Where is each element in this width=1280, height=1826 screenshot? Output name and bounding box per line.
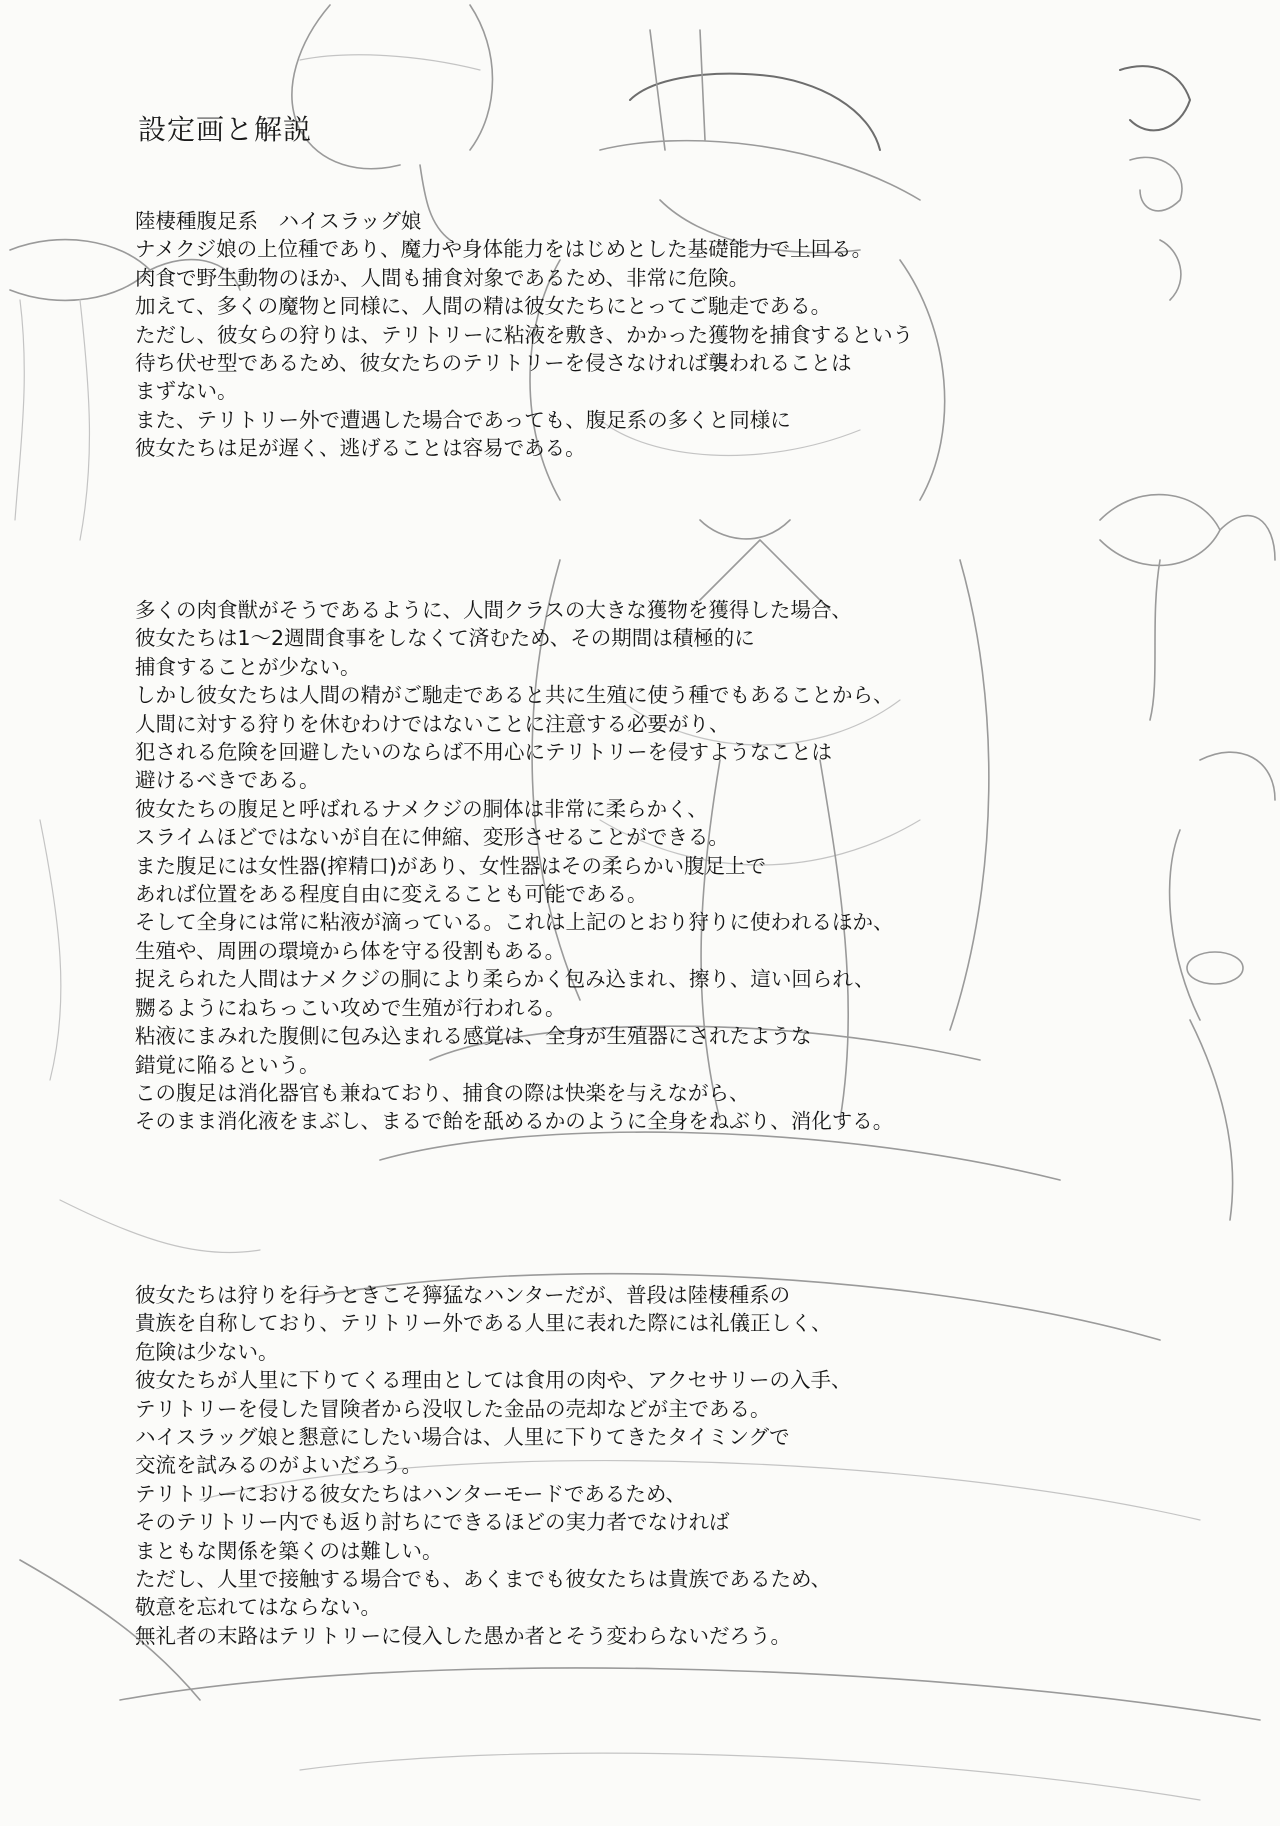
sketch-stroke [470,5,493,150]
text-line: まずない。 [135,379,238,404]
sketch-stroke [1160,240,1181,300]
sketch-stroke [1100,495,1220,566]
sketch-stroke [1150,560,1160,720]
sketch-stroke [1130,157,1182,211]
sketch-stroke [40,820,61,1080]
sketch-stroke [80,300,89,540]
text-line: 彼女たちは1～2週間食事をしなくて済むため、その期間は積極的に [135,626,755,651]
text-line: 肉食で野生動物のほか、人間も捕食対象であるため、非常に危険。 [135,265,750,290]
sketch-stroke [700,30,705,140]
sketch-stroke [15,300,24,520]
text-block-noble [135,1281,1135,1650]
text-line: 陸棲種腹足系 ハイスラッグ娘 [135,209,422,233]
page-title: 設定画と解説 [138,113,313,146]
text-line: ハイスラッグ娘と懇意にしたい場合は、人里に下りてきたタイミングで [135,1425,790,1450]
text-block-ecology [135,596,1135,1136]
sketch-stroke [120,1668,1260,1720]
text-line: 彼女たちは足が遅く、逃げることは容易である。 [135,436,586,461]
text-line: 生殖や、周囲の環境から体を守る役割もある。 [135,938,566,963]
sketch-stroke [1220,516,1275,560]
sketch-stroke [630,74,880,150]
sketch-stroke [1190,1020,1233,1220]
text-line: 粘液にまみれた腹側に包み込まれる感覚は、全身が生殖器にされたような [135,1024,812,1049]
text-line: 嬲るようにねちっこい攻めで生殖が行われる。 [135,995,566,1020]
text-line: 捕食することが少ない。 [135,654,361,679]
text-line: 危険は少ない。 [135,1339,279,1364]
text-line: スライムほどではないが自在に伸縮、変形させることができる。 [135,825,729,850]
sketch-stroke [300,55,480,70]
text-line: 加えて、多くの魔物と同様に、人間の精は彼女たちにとってご馳走である。 [135,294,832,319]
text-line: あれば位置をある程度自由に変えることも可能である。 [135,882,648,907]
text-line: 待ち伏せ型であるため、彼女たちのテリトリーを侵さなければ襲われることは [135,351,852,376]
text-line: まともな関係を築くのは難しい。 [135,1538,443,1563]
text-line: ただし、彼女らの狩りは、テリトリーに粘液を敷き、かかった獲物を捕食するという [135,322,914,347]
text-line: しかし彼女たちは人間の精がご馳走であると共に生殖に使う種でもあることから、 [135,683,894,708]
sketch-stroke [1170,830,1200,1020]
text-line: 人間に対する狩りを休むわけではないことに注意する必要がり、 [135,711,730,736]
text-line: ナメクジ娘の上位種であり、魔力や身体能力をはじめとした基礎能力で上回る。 [135,237,873,262]
text-line: 無礼者の末路はテリトリーに侵入した愚か者とそう変わらないだろう。 [135,1623,791,1648]
text-line: テリトリーにおける彼女たちはハンターモードであるため、 [135,1481,687,1506]
sketch-stroke [1200,752,1275,800]
sketch-stroke [10,240,150,301]
text-line: 彼女たちの腹足と呼ばれるナメクジの胴体は非常に柔らかく、 [135,796,708,821]
text-line: 彼女たちが人里に下りてくる理由としては食用の肉や、アクセサリーの入手、 [135,1368,852,1393]
text-line: 避けるべきである。 [135,768,320,793]
sketch-stroke [60,1200,260,1253]
sketch-stroke [650,30,665,150]
sketch-stroke [600,141,920,200]
sketch-ellipse [1187,952,1243,984]
text-line: また腹足には女性器(搾精口)があり、女性器はその柔らかい腹足上で [135,853,766,878]
text-line: ただし、人里で接触する場合でも、あくまでも彼女たちは貴族であるため、 [135,1567,832,1592]
text-line: また、テリトリー外で遭遇した場合であっても、腹足系の多くと同様に [135,407,791,432]
text-line: テリトリーを侵した冒険者から没収した金品の売却などが主である。 [135,1396,771,1421]
sketch-stroke [700,520,790,539]
text-line: 貴族を自称しており、テリトリー外である人里に表れた際には礼儀正しく、 [135,1311,832,1336]
text-line: この腹足は消化器官も兼ねており、捕食の際は快楽を与えながら、 [135,1080,750,1105]
text-line: 多くの肉食獣がそうであるように、人間クラスの大きな獲物を獲得した場合、 [135,598,852,622]
text-line: 彼女たちは狩りを行うときこそ獰猛なハンターだが、普段は陸棲種系の [135,1283,791,1307]
text-line: 敬意を忘れてはならない。 [135,1595,381,1620]
sketch-stroke [1120,66,1190,130]
sketch-stroke [380,1132,1060,1180]
text-line: 犯される危険を回避したいのならば不用心にテリトリーを侵すようなことは [135,740,832,765]
text-line: そのまま消化液をまぶし、まるで飴を舐めるかのように全身をねぶり、消化する。 [135,1109,894,1134]
text-line: 交流を試みるのがよいだろう。 [135,1453,422,1478]
text-line: 捉えられた人間はナメクジの胴により柔らかく包み込まれ、擦り、這い回られ、 [135,967,875,992]
text-block-intro [135,207,1135,463]
text-line: そして全身には常に粘液が滴っている。これは上記のとおり狩りに使われるほか、 [135,910,894,935]
text-line: 錯覚に陥るという。 [135,1052,320,1077]
sketch-stroke [300,1753,1200,1800]
text-line: そのテリトリー内でも返り討ちにできるほどの実力者でなければ [135,1510,730,1535]
